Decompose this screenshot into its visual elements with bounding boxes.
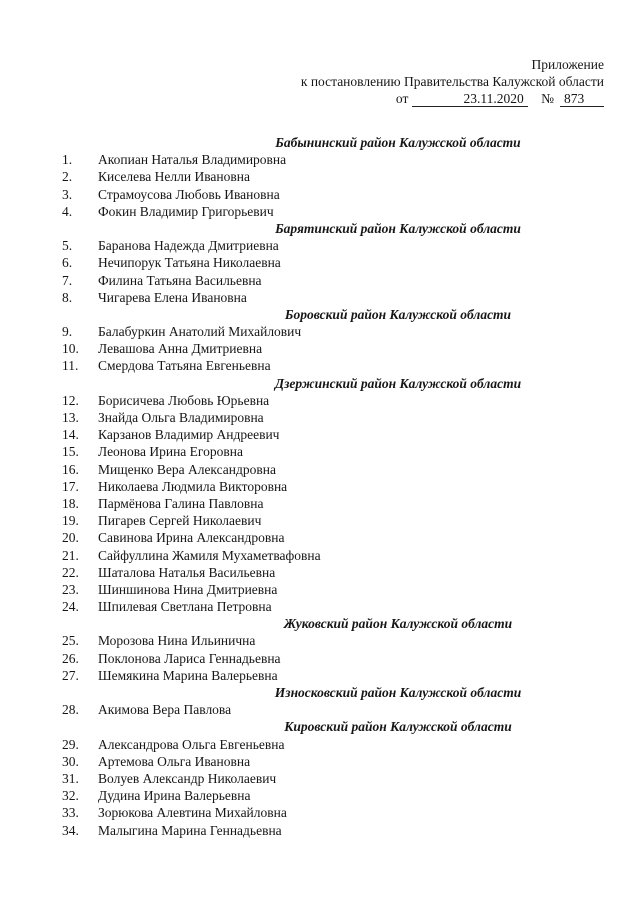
list-item — [62, 564, 602, 581]
district-heading: Кировский район Калужской области — [284, 719, 512, 735]
list-item — [62, 289, 602, 306]
person-name: Волуев Александр Николаевич — [98, 770, 277, 786]
item-number: 26. — [62, 650, 79, 666]
item-number: 33. — [62, 805, 79, 821]
document-header — [301, 56, 604, 107]
item-number: 32. — [62, 788, 79, 804]
person-name: Балабуркин Анатолий Михайлович — [98, 324, 302, 340]
list-item — [62, 203, 602, 220]
list-item — [62, 254, 602, 271]
person-name: Николаева Людмила Викторовна — [98, 478, 288, 494]
person-name: Фокин Владимир Григорьевич — [98, 203, 274, 219]
list-item — [62, 804, 602, 821]
list-item — [62, 237, 602, 254]
item-number: 16. — [62, 461, 79, 477]
people-list — [62, 134, 602, 839]
list-item — [62, 650, 602, 667]
item-number: 3. — [62, 186, 73, 202]
item-number: 1. — [62, 152, 73, 168]
list-item — [62, 168, 602, 185]
person-name: Дудина Ирина Валерьевна — [98, 788, 251, 804]
district-heading: Дзержинский район Калужской области — [274, 375, 522, 391]
list-item — [62, 581, 602, 598]
document-date-number — [301, 90, 604, 107]
person-name: Киселева Нелли Ивановна — [98, 169, 250, 185]
item-number: 30. — [62, 753, 79, 769]
item-number: 9. — [62, 324, 73, 340]
appendix-subtitle: к постановлению Правительства Калужской области — [300, 74, 604, 89]
list-item — [62, 632, 602, 649]
item-number: 4. — [62, 203, 73, 219]
item-number: 14. — [62, 427, 79, 443]
person-name: Шиншинова Нина Дмитриевна — [98, 581, 278, 597]
list-item — [62, 495, 602, 512]
district-heading: Жуковский район Калужской области — [283, 616, 513, 632]
person-name: Знайда Ольга Владимировна — [98, 410, 264, 425]
list-item — [62, 753, 602, 770]
list-item — [62, 512, 602, 529]
item-number: 23. — [62, 581, 79, 597]
item-number: 7. — [62, 272, 73, 288]
list-item — [62, 598, 602, 615]
item-number: 21. — [62, 547, 79, 563]
list-item — [62, 736, 602, 753]
person-name: Акопиан Наталья Владимировна — [98, 152, 287, 168]
person-name: Страмоусова Любовь Ивановна — [98, 186, 280, 202]
list-item — [62, 357, 602, 374]
person-name: Нечипорук Татьяна Николаевна — [98, 255, 281, 271]
list-item — [62, 667, 602, 684]
district-heading: Бабынинский район Калужской области — [275, 135, 521, 150]
list-item — [62, 409, 602, 426]
list-item — [62, 478, 602, 495]
person-name: Морозова Нина Ильинична — [98, 633, 256, 649]
person-name: Шаталова Наталья Васильевна — [98, 564, 276, 580]
item-number: 29. — [62, 736, 79, 752]
person-name: Малыгина Марина Геннадьевна — [98, 822, 282, 838]
item-number: 17. — [62, 478, 79, 494]
list-item — [62, 461, 602, 478]
number-sign: № — [541, 91, 554, 106]
person-name: Карзанов Владимир Андреевич — [98, 427, 280, 443]
person-name: Шпилевая Светлана Петровна — [98, 599, 272, 615]
person-name: Пигарев Сергей Николаевич — [98, 513, 262, 529]
list-item — [62, 787, 602, 804]
item-number: 8. — [62, 289, 73, 305]
person-name: Борисичева Любовь Юрьевна — [98, 392, 270, 408]
person-name: Мищенко Вера Александровна — [98, 461, 276, 477]
item-number: 6. — [62, 255, 73, 271]
list-item — [62, 529, 602, 546]
person-name: Артемова Ольга Ивановна — [98, 753, 251, 769]
item-number: 34. — [62, 822, 79, 838]
item-number: 24. — [62, 599, 79, 615]
list-item — [62, 443, 602, 460]
item-number: 5. — [62, 238, 73, 254]
person-name: Филина Татьяна Васильевна — [98, 272, 262, 288]
item-number: 25. — [62, 633, 79, 649]
person-name: Пармёнова Галина Павловна — [98, 495, 264, 511]
item-number: 31. — [62, 770, 79, 786]
list-item — [62, 770, 602, 787]
item-number: 18. — [62, 495, 79, 511]
person-name: Поклонова Лариса Геннадьевна — [98, 650, 281, 666]
list-item — [62, 323, 602, 340]
district-heading: Боровский район Калужской области — [284, 306, 512, 322]
list-item — [62, 547, 602, 564]
appendix-title: Приложение — [531, 57, 604, 72]
item-number: 2. — [62, 169, 73, 185]
person-name: Акимова Вера Павлова — [98, 702, 232, 718]
person-name: Баранова Надежда Дмитриевна — [98, 238, 279, 254]
list-item — [62, 340, 602, 357]
item-number: 19. — [62, 513, 79, 529]
document-date: 23.11.2020 — [412, 92, 528, 107]
list-item — [62, 272, 602, 289]
item-number: 13. — [62, 410, 79, 425]
person-name: Чигарева Елена Ивановна — [98, 289, 247, 305]
person-name: Леонова Ирина Егоровна — [98, 444, 243, 460]
list-item — [62, 186, 602, 203]
person-name: Сайфуллина Жамиля Мухаметвафовна — [98, 547, 321, 563]
item-number: 10. — [62, 341, 79, 357]
person-name: Левашова Анна Дмитриевна — [98, 341, 263, 357]
item-number: 20. — [62, 530, 79, 546]
item-number: 15. — [62, 444, 79, 460]
from-label: от — [395, 91, 409, 106]
item-number: 22. — [62, 564, 79, 580]
person-name: Савинова Ирина Александровна — [98, 530, 285, 546]
person-name: Зорюкова Алевтина Михайловна — [98, 805, 287, 821]
list-item — [62, 822, 602, 839]
item-number: 28. — [62, 702, 79, 718]
district-heading: Барятинский район Калужской области — [275, 220, 521, 236]
person-name: Александрова Ольга Евгеньевна — [98, 736, 285, 752]
item-number: 27. — [62, 667, 79, 683]
item-number: 12. — [62, 392, 79, 408]
document-number: 873 — [560, 92, 604, 107]
person-name: Шемякина Марина Валерьевна — [98, 667, 278, 683]
list-item — [62, 701, 602, 718]
item-number: 11. — [62, 358, 79, 374]
list-item — [62, 392, 602, 409]
list-item — [62, 426, 602, 443]
person-name: Смердова Татьяна Евгеньевна — [98, 358, 271, 374]
district-heading: Износковский район Калужской области — [274, 685, 522, 700]
list-item — [62, 151, 602, 168]
